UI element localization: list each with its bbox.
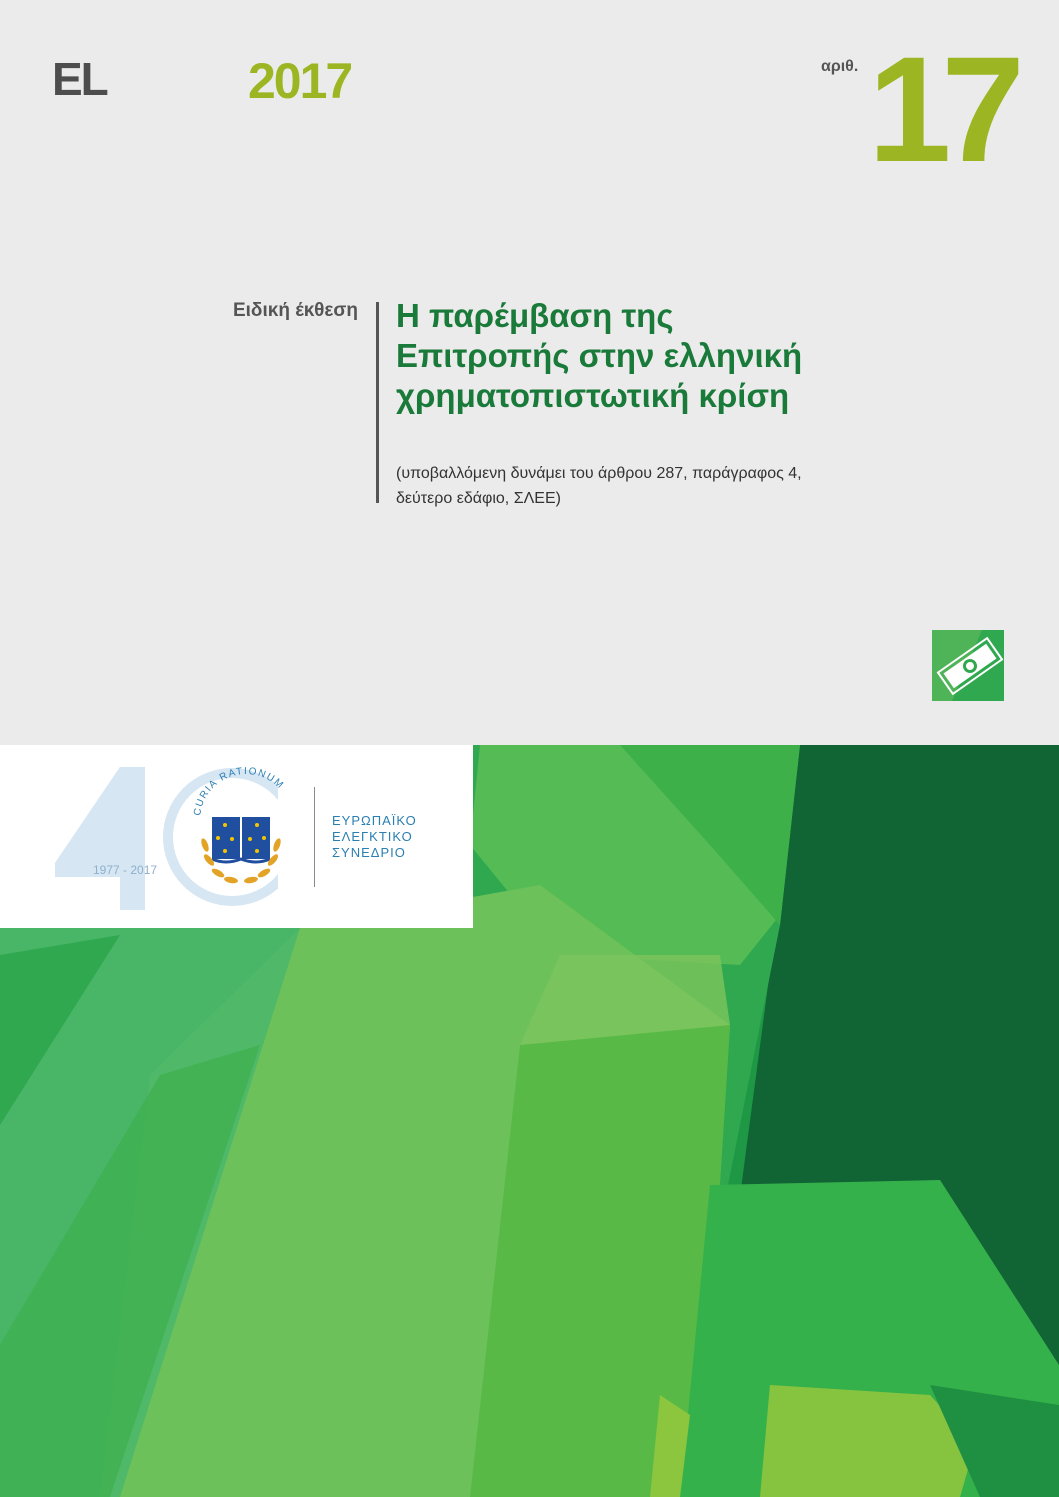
banknote-icon: [932, 630, 1004, 701]
report-number-label: αριθ.: [821, 58, 859, 75]
cover-top-area: [0, 0, 1059, 745]
report-subtitle-line: δεύτερο εδάφιο, ΣΛΕΕ): [396, 490, 561, 507]
report-subtitle-line: (υποβαλλόμενη δυνάμει του άρθρου 287, παράγραφος 4,: [396, 465, 802, 482]
institution-name-line: ΕΛΕΓΚΤΙΚΟ: [332, 829, 413, 844]
institution-name-line: ΣΥΝΕΔΡΙΟ: [332, 845, 406, 860]
report-title: [396, 296, 866, 416]
report-subtitle: [396, 461, 846, 511]
report-number: 17: [868, 25, 1015, 193]
logo-motto: CURIA RATIONUM: [192, 765, 287, 817]
report-title-line: χρηματοπιστωτική κρίση: [396, 377, 790, 414]
language-code: EL: [52, 53, 107, 105]
publication-year: 2017: [248, 53, 352, 109]
eca-logo-panel: [0, 745, 473, 928]
report-kind: Ειδική έκθεση: [232, 300, 358, 321]
report-title-line: Επιτροπής στην ελληνική: [396, 337, 803, 374]
institution-name-line: ΕΥΡΩΠΑΪΚΟ: [332, 813, 417, 828]
logo-divider: [314, 787, 315, 887]
title-divider: [376, 302, 379, 503]
report-title-line: Η παρέμβαση της: [396, 297, 674, 334]
anniversary-years: 1977 - 2017: [93, 863, 158, 877]
